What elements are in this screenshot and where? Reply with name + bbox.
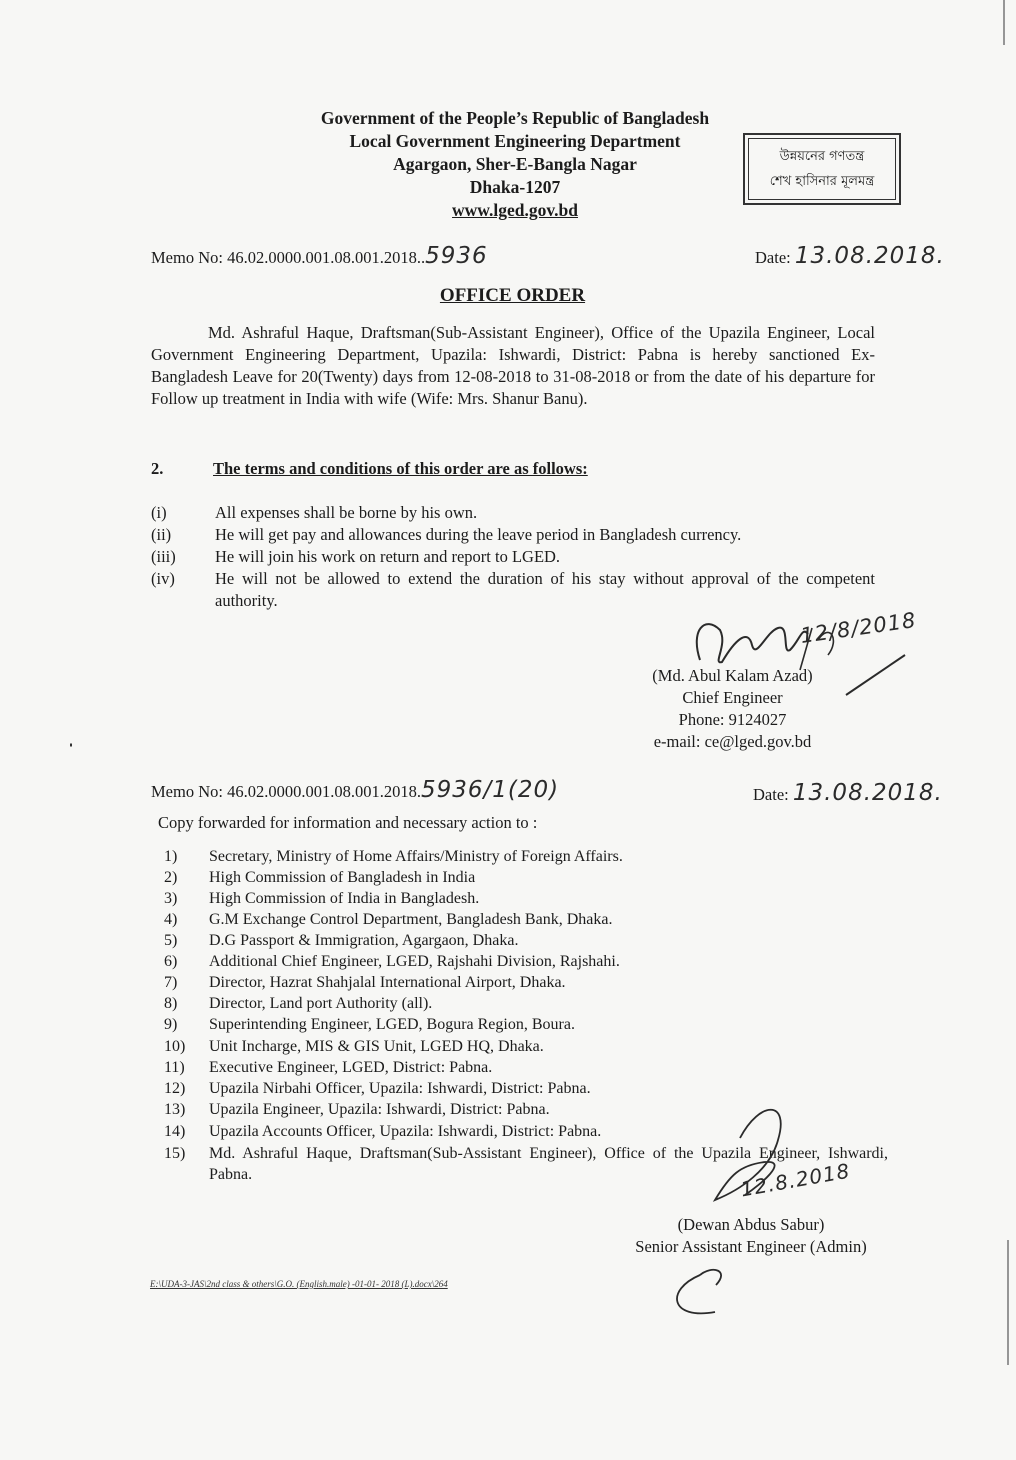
- memo-label: Memo No: 46.02.0000.001.08.001.2018.: [151, 782, 421, 801]
- condition-item: (ii) He will get pay and allowances during the leave period in Bangladesh currency.: [151, 525, 742, 544]
- signatory-name: (Dewan Abdus Sabur): [677, 1215, 825, 1234]
- signatory-name: (Md. Abul Kalam Azad): [652, 666, 813, 685]
- list-item: 7) Director, Hazrat Shahjalal International Airport, Dhaka.: [164, 974, 566, 991]
- file-path-footer: E:\UDA-3-JAS\2nd class & others\G.O. (English.male) -01-01- 2018 (L).docx\264: [150, 1279, 448, 1289]
- list-item: 6) Additional Chief Engineer, LGED, Rajshahi Division, Rajshahi.: [164, 953, 620, 970]
- header-website-link[interactable]: www.lged.gov.bd: [452, 200, 578, 220]
- list-item: 11) Executive Engineer, LGED, District: Pabna.: [164, 1059, 493, 1076]
- signatory-designation: Senior Assistant Engineer (Admin): [635, 1237, 867, 1256]
- memo-handwritten-number: 5936: [425, 243, 488, 269]
- condition-item: (i) All expenses shall be borne by his own.: [151, 503, 478, 522]
- handwritten-date: 13.08.2018.: [794, 243, 945, 269]
- header-city: Dhaka-1207: [469, 177, 561, 197]
- list-item: 13) Upazila Engineer, Upazila: Ishwardi, District: Pabna.: [164, 1101, 550, 1118]
- motto-line-2: শেখ হাসিনার মূলমন্ত্র: [769, 174, 875, 189]
- list-item: 15) Md. Ashraful Haque, Draftsman(Sub-Assistant Engineer), Office of the Upazila Engineer, Ishwardi, Pabna.: [164, 1145, 888, 1183]
- copy-forward-intro: Copy forwarded for information and necessary action to :: [158, 813, 538, 832]
- list-item: 1) Secretary, Ministry of Home Affairs/Ministry of Foreign Affairs.: [164, 848, 623, 865]
- date-label: Date:: [755, 248, 791, 267]
- list-item: 12) Upazila Nirbahi Officer, Upazila: Ishwardi, District: Pabna.: [164, 1080, 591, 1097]
- list-item: 2) High Commission of Bangladesh in India: [164, 869, 476, 886]
- list-item: 5) D.G Passport & Immigration, Agargaon, Dhaka.: [164, 932, 519, 949]
- order-title: OFFICE ORDER: [439, 285, 586, 306]
- conditions-heading: The terms and conditions of this order are as follows:: [213, 459, 588, 478]
- handwritten-date: 13.08.2018.: [792, 780, 943, 806]
- handwritten-signature-date-2: 12.8.2018: [738, 1158, 853, 1202]
- header-government: Government of the People’s Republic of Bangladesh: [320, 108, 710, 128]
- memo-label: Memo No: 46.02.0000.001.08.001.2018..: [151, 248, 426, 267]
- list-item: 10) Unit Incharge, MIS & GIS Unit, LGED HQ, Dhaka.: [164, 1038, 544, 1055]
- condition-item: (iii) He will join his work on return and report to LGED.: [151, 547, 561, 566]
- signatory-block-2: [612, 1214, 890, 1258]
- list-item: 4) G.M Exchange Control Department, Bangladesh Bank, Dhaka.: [164, 911, 613, 928]
- signatory-designation: Chief Engineer: [682, 688, 783, 707]
- order-paragraph: Md. Ashraful Haque, Draftsman(Sub-Assistant Engineer), Office of the Upazila Engineer, Local Government Engineering Department, Upazila: Ishwardi, District: Pabna is hereby sanctioned Ex-Bangladesh Leave for 20(Twenty) days from 12-08-2018 to 31-08-2018 or from the date of his departure for Follow up treatment in India with wife (Wife: Mrs. Shanur Banu).: [151, 323, 875, 408]
- header-department: Local Government Engineering Department: [349, 131, 681, 151]
- handwritten-signature-date-1: 12/8/2018: [798, 607, 918, 649]
- header-address: Agargaon, Sher-E-Bangla Nagar: [393, 154, 637, 174]
- signatory-email: e-mail: ce@lged.gov.bd: [653, 732, 812, 751]
- list-item: 8) Director, Land port Authority (all).: [164, 995, 433, 1012]
- list-item: 14) Upazila Accounts Officer, Upazila: Ishwardi, District: Pabna.: [164, 1123, 602, 1140]
- motto-line-1: উন্নয়নের গণতন্ত্র: [779, 149, 865, 164]
- list-item: 9) Superintending Engineer, LGED, Bogura Region, Boura.: [164, 1016, 575, 1033]
- condition-item: (iv) He will not be allowed to extend the duration of his stay without approval of the competent authority.: [151, 569, 875, 610]
- list-item: 3) High Commission of India in Bangladesh.: [164, 890, 480, 907]
- section-number: 2.: [151, 459, 164, 478]
- date-label: Date:: [753, 785, 789, 804]
- signatory-phone: Phone: 9124027: [678, 710, 787, 729]
- memo-handwritten-number: 5936/1(20): [420, 777, 560, 803]
